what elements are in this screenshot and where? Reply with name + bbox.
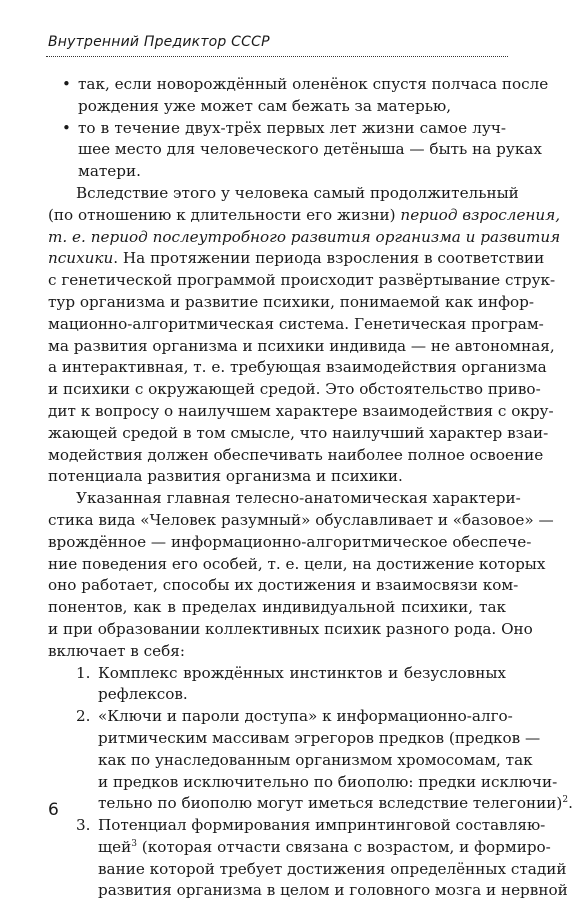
text-line: с генетической программой происходит развёртывание струк- [48,271,556,290]
text-line: матери. [78,162,141,181]
bullet-item [48,118,542,183]
footnote-ref: 2 [562,795,569,806]
text-line: шее место для человеческого детёныша — быть на руках [78,140,542,159]
bullet-item [48,74,549,118]
text-line: Указанная главная телесно-анатомическая характери- [76,489,521,508]
text-line: «Ключи и пароли доступа» к информационно-алго- [98,707,513,726]
text-line: жающей средой в том смысле, что наилучший характер взаи- [48,423,549,442]
text-line: Потенциал формирования импринтинговой составляю- [98,816,546,835]
numbered-item [48,706,573,815]
text-line: вание которой требует достижения определённых стадий [98,859,567,878]
text-line: модействия должен обеспечивать наиболее полное освоение [48,445,544,464]
item-number: 2. [76,707,91,726]
text-line: психики. На протяжении периода взросления в соответствии [48,249,545,268]
text-line: Вследствие этого у человека самый продолжительный [76,183,519,202]
text-line: (по отношению к длительности его жизни) период взросления, [48,205,561,224]
italic-text: психики [48,249,114,268]
item-number: 1. [76,663,91,682]
text-line: а интерактивная, т. е. требующая взаимодействия организма [48,358,547,377]
numbered-item [48,815,568,902]
bullet-marker: • [62,75,71,93]
text-line: мационно-алгоритмическая система. Генетическая програм- [48,314,544,333]
italic-text-line: т. е. период послеутробного развития организма и развития [48,227,561,246]
text-line: рефлексов. [98,685,188,704]
text-line: врождённое — информационно-алгоритмическое обеспече- [48,532,532,551]
running-head: Внутренний Предиктор СССР [48,34,270,50]
text-line: то в течение двух-трёх первых лет жизни самое луч- [78,118,506,137]
text-line: рождения уже может сам бежать за матерью, [78,96,452,115]
text-line: стика вида «Человек разумный» обуславливает и «базовое» — [48,510,554,529]
text-line: и психики с окружающей средой. Это обстоятельство приво- [48,380,541,399]
text-line: ние поведения его особей, т. е. цели, на достижение которых [48,554,546,573]
text-line: понентов, как в пределах индивидуальной психики, так [48,598,506,617]
page-body [48,74,573,902]
text-line: тур организма и развитие психики, понимаемой как инфор- [48,292,534,311]
text-line: ритмическим массивам эгрегоров предков (предков — [98,728,541,747]
footnote-ref: 3 [131,838,137,849]
text-line: потенциала развития организма и психики. [48,467,403,486]
paragraph [48,488,554,662]
text-line: развития организма в целом и головного мозга и нервной [98,881,568,900]
text-line: Комплекс врождённых инстинктов и безусловных [98,663,506,682]
text-line: и при образовании коллективных психик разного рода. Оно [48,619,533,638]
text-line: тельно по биополю могут иметься вследствие телегонии)$^2$. [98,794,573,813]
text-line: включает в себя: [48,641,185,660]
text-line: щей$^3$ (которая отчасти связана с возрастом, и формиро- [98,837,551,856]
text-line: так, если новорождённый оленёнок спустя полчаса после [78,75,549,93]
text-line: ма развития организма и психики индивида — не автономная, [48,336,555,355]
numbered-item [48,663,506,707]
text-line: и предков исключительно по биополю: предки исключи- [98,772,558,791]
bullet-marker: • [62,118,71,137]
text-line: как по унаследованным организмом хромосомам, так [98,750,533,769]
text-line: оно работает, способы их достижения и взаимосвязи ком- [48,576,519,595]
paragraph [48,183,561,488]
running-head-rule [46,56,508,57]
item-number: 3. [76,816,91,835]
page-number: 6 [48,800,59,820]
italic-text: период взросления, [400,205,561,224]
text-line: дит к вопросу о наилучшем характере взаимодействия с окру- [48,401,554,420]
